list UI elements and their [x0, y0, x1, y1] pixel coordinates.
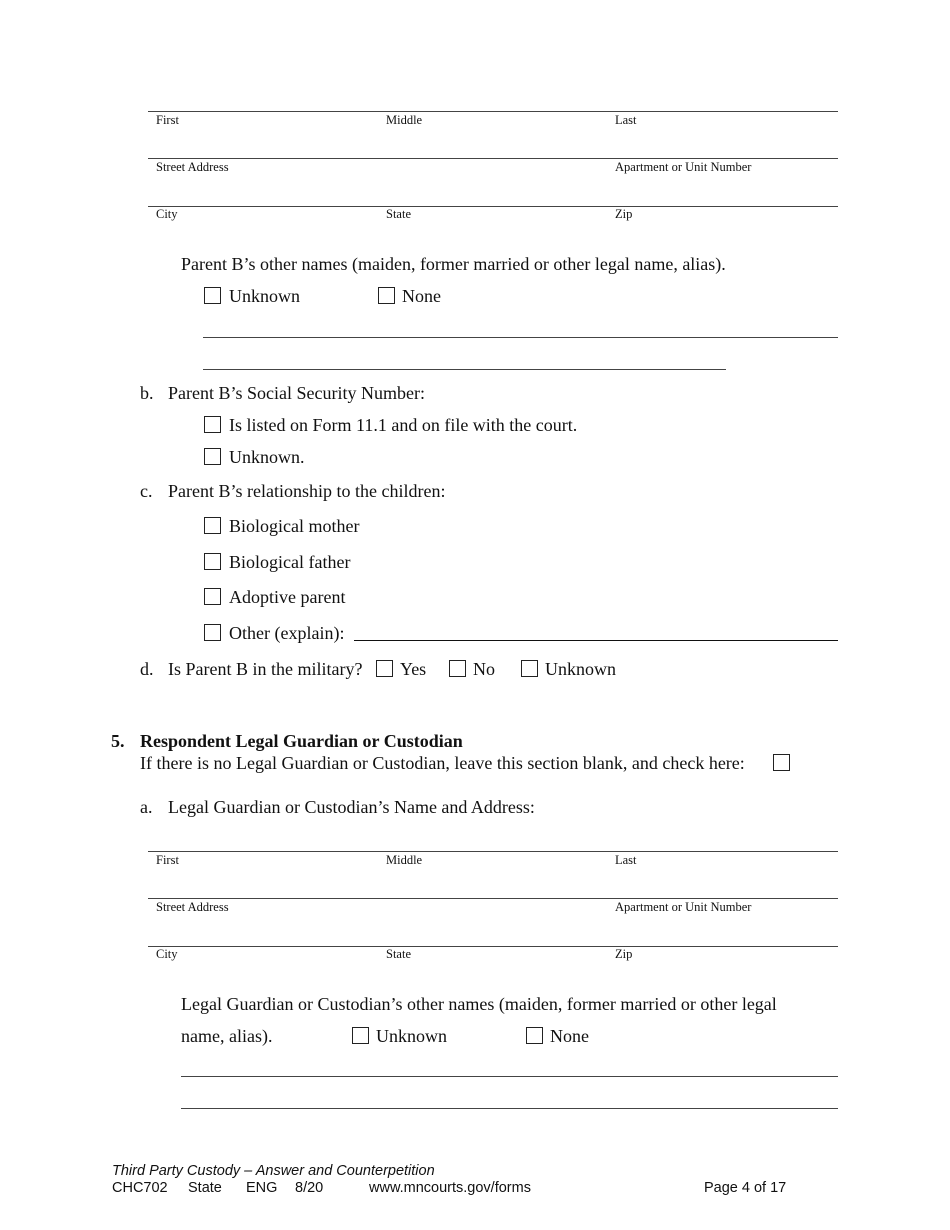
guardian-first-middle-last-line[interactable]	[148, 851, 838, 852]
adoptive-parent-label: Adoptive parent	[229, 587, 346, 607]
ssn-unknown-checkbox[interactable]	[204, 448, 221, 465]
military-unknown-label: Unknown	[545, 659, 616, 679]
other-explain-line[interactable]	[354, 640, 838, 641]
military-yes-checkbox[interactable]	[376, 660, 393, 677]
parent-b-other-names-unknown-label: Unknown	[229, 286, 300, 306]
ssn-marker: b.	[140, 383, 154, 403]
guardian-other-names-prompt-line2: name, alias).	[181, 1026, 273, 1046]
section-5-instruction: If there is no Legal Guardian or Custodian, leave this section blank, and check here:	[140, 753, 745, 773]
guardian-label-state: State	[386, 947, 411, 961]
biological-father-label: Biological father	[229, 552, 351, 572]
guardian-other-names-prompt-line1: Legal Guardian or Custodian’s other names (maiden, former married or other legal	[181, 994, 777, 1014]
military-question: Is Parent B in the military?	[168, 659, 363, 679]
military-no-label: No	[473, 659, 495, 679]
military-no-checkbox[interactable]	[449, 660, 466, 677]
section-5-number: 5.	[111, 731, 125, 751]
military-marker: d.	[140, 659, 154, 679]
guardian-label-last: Last	[615, 853, 637, 867]
no-guardian-checkbox[interactable]	[773, 754, 790, 771]
military-yes-label: Yes	[400, 659, 427, 679]
guardian-label-apt: Apartment or Unit Number	[615, 900, 752, 914]
label-street: Street Address	[156, 160, 229, 174]
guardian-label-middle: Middle	[386, 853, 423, 867]
footer-revision: 8/20	[295, 1180, 324, 1196]
ssn-question: Parent B’s Social Security Number:	[168, 383, 425, 403]
ssn-listed-label: Is listed on Form 11.1 and on file with the court.	[229, 415, 578, 435]
parent-b-other-names-none-label: None	[402, 286, 441, 306]
guardian-other-names-none-label: None	[550, 1026, 589, 1046]
parent-b-other-names-none-checkbox[interactable]	[378, 287, 395, 304]
footer-page-number: Page 4 of 17	[704, 1180, 787, 1196]
guardian-label-zip: Zip	[615, 947, 633, 961]
label-first: First	[156, 113, 179, 127]
parent-b-other-names-line-1[interactable]	[203, 337, 838, 338]
adoptive-parent-checkbox[interactable]	[204, 588, 221, 605]
relationship-question: Parent B’s relationship to the children:	[168, 481, 446, 501]
parent-b-other-names-prompt: Parent B’s other names (maiden, former married or other legal name, alias).	[181, 254, 726, 274]
label-last: Last	[615, 113, 637, 127]
first-middle-last-line[interactable]	[148, 111, 838, 112]
military-unknown-checkbox[interactable]	[521, 660, 538, 677]
label-middle: Middle	[386, 113, 423, 127]
other-relationship-label: Other (explain):	[229, 623, 345, 643]
guardian-other-names-unknown-checkbox[interactable]	[352, 1027, 369, 1044]
parent-b-other-names-unknown-checkbox[interactable]	[204, 287, 221, 304]
label-state: State	[386, 207, 411, 221]
other-relationship-checkbox[interactable]	[204, 624, 221, 641]
guardian-other-names-line-2[interactable]	[181, 1108, 838, 1109]
label-zip: Zip	[615, 207, 633, 221]
guardian-city-state-zip-line[interactable]	[148, 946, 838, 947]
guardian-label-first: First	[156, 853, 179, 867]
relationship-marker: c.	[140, 481, 153, 501]
guardian-other-names-none-checkbox[interactable]	[526, 1027, 543, 1044]
guardian-other-names-line-1[interactable]	[181, 1076, 838, 1077]
ssn-listed-checkbox[interactable]	[204, 416, 221, 433]
footer-form-code: CHC702	[112, 1180, 168, 1196]
footer-language: ENG	[246, 1180, 278, 1196]
guardian-label-street: Street Address	[156, 900, 229, 914]
footer-url[interactable]: www.mncourts.gov/forms	[369, 1180, 531, 1196]
guardian-other-names-unknown-label: Unknown	[376, 1026, 447, 1046]
footer-jurisdiction: State	[188, 1180, 222, 1196]
guardian-label-city: City	[156, 947, 178, 961]
street-address-line[interactable]	[148, 158, 838, 159]
guardian-name-marker: a.	[140, 797, 153, 817]
label-apt: Apartment or Unit Number	[615, 160, 752, 174]
parent-b-other-names-line-2[interactable]	[203, 369, 726, 370]
label-city: City	[156, 207, 178, 221]
footer-form-title: Third Party Custody – Answer and Counterpetition	[112, 1163, 435, 1179]
ssn-unknown-label: Unknown.	[229, 447, 305, 467]
biological-mother-label: Biological mother	[229, 516, 360, 536]
biological-father-checkbox[interactable]	[204, 553, 221, 570]
guardian-name-label: Legal Guardian or Custodian’s Name and Address:	[168, 797, 535, 817]
guardian-street-address-line[interactable]	[148, 898, 838, 899]
section-5-title: Respondent Legal Guardian or Custodian	[140, 731, 463, 751]
city-state-zip-line[interactable]	[148, 206, 838, 207]
biological-mother-checkbox[interactable]	[204, 517, 221, 534]
